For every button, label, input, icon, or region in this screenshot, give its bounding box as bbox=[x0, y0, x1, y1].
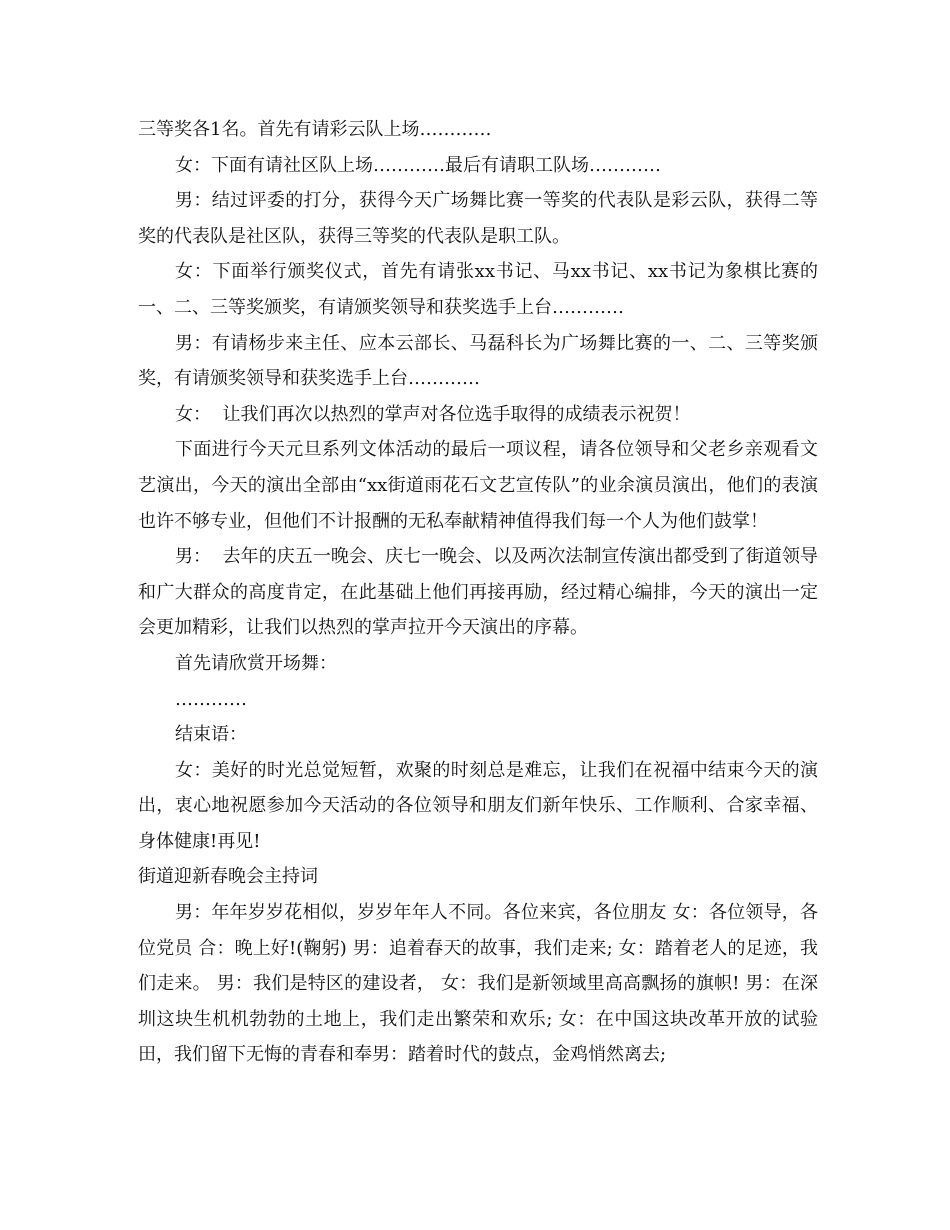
paragraph-12: 女：美好的时光总觉短暂，欢聚的时刻总是难忘，让我们在祝福中结束今天的演出，衷心地祝愿参加今天活动的各位领导和朋友们新年快乐、工作顺利、合家幸福、身体健康!再见! bbox=[138, 759, 818, 852]
paragraph-8: 男： 去年的庆五一晚会、庆七一晚会、以及两次法制宣传演出都受到了街道领导和广大群众的高度肯定，在此基础上他们再接再励，经过精心编排，今天的演出一定会更加精彩，让我们以热烈的掌声拉开今天演出的序幕。 bbox=[138, 546, 818, 639]
paragraph-11: 结束语： bbox=[175, 724, 247, 746]
paragraph-5: 男：有请杨步来主任、应本云部长、马磊科长为广场舞比赛的一、二、三等奖颁奖，有请颁奖领导和获奖选手上台………… bbox=[138, 332, 818, 390]
paragraph-3: 男：结过评委的打分，获得今天广场舞比赛一等奖的代表队是彩云队，获得二等奖的代表队是社区队，获得三等奖的代表队是职工队。 bbox=[138, 190, 818, 247]
document-page bbox=[138, 112, 818, 1073]
paragraph-1: 三等奖各1名。首先有请彩云队上场………… bbox=[138, 119, 492, 140]
paragraph-7: 下面进行今天元旦系列文体活动的最后一项议程，请各位领导和父老乡亲观看文艺演出，今天的演出全部由“xx街道雨花石文艺宣传队”的业余演员演出，他们的表演也许不够专业，但他们不计报酬的无私奉献精神值得我们每一个人为他们鼓掌！ bbox=[138, 439, 818, 532]
paragraph-10: ………… bbox=[175, 688, 247, 710]
paragraph-2: 女：下面有请社区队上场…………最后有请职工队场………… bbox=[175, 154, 661, 176]
paragraph-6: 女： 让我们再次以热烈的掌声对各位选手取得的成绩表示祝贺！ bbox=[175, 403, 691, 425]
paragraph-4: 女：下面举行颁奖仪式，首先有请张xx书记、马xx书记、xx书记为象棋比赛的一、二、三等奖颁奖，有请颁奖领导和获奖选手上台………… bbox=[138, 261, 818, 318]
section-heading: 街道迎新春晚会主持词 bbox=[138, 866, 318, 888]
paragraph-9: 首先请欣赏开场舞： bbox=[175, 652, 337, 674]
paragraph-14: 男：年年岁岁花相似，岁岁年年人不同。各位来宾，各位朋友 女：各位领导，各位党员 合：晚上好!(鞠躬) 男：追着春天的故事，我们走来; 女：踏着老人的足迹，我们走来。 男：我们是特区的建设者， 女：我们是新领域里高高飘扬的旗帜! 男：在深圳这块生机机勃勃的土地上，我们走出繁荣和欢乐; 女：在中国这块改革开放的试验田，我们留下无悔的青春和奉男：踏着时代的鼓点，金鸡悄然离去; bbox=[138, 902, 818, 1066]
